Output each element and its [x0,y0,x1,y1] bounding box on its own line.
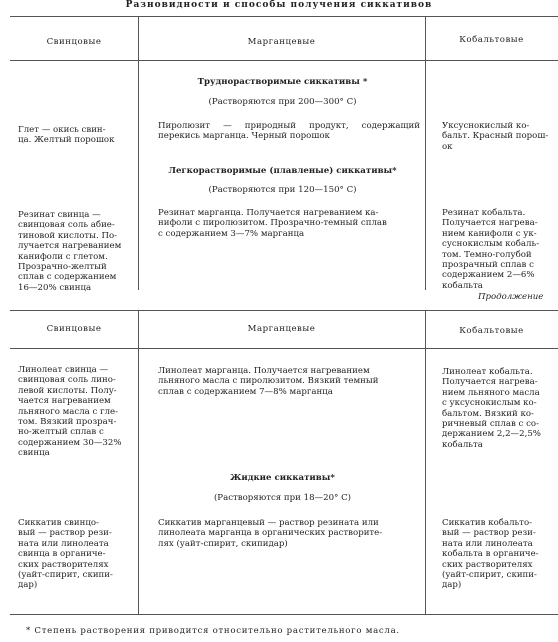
section-note-soluble: (Растворяются при 120—150° С) [208,185,357,195]
cobalt-cell-2: Резинат кобальта. Получается нагрева- нием канифоли с ук- суснокислым кобаль- том. Темно-голубой прозрачный сплав с содержанием 2—6% кобальта [442,208,540,291]
header-manganese: Марганцевые [247,37,316,47]
section-note-insoluble: (Растворяются при 200—300° С) [208,97,357,107]
table2-bottom-rule [10,614,558,615]
section-heading-liquid: Жидкие сиккативы* [230,473,335,483]
manganese-cell-2: Резинат марганца. Получается нагреванием ка- нифоли с пиролюзитом. Прозрачно-темный сплав с содержанием 3—7% марганца [158,208,387,239]
column-divider-1 [138,16,139,290]
section-heading-insoluble: Труднорастворимые сиккативы * [197,77,368,87]
manganese-cell-1: Пиролюзит — природный продукт, содержащий перекись марганца. Черный порошок [158,121,420,142]
table2-header-bottom-rule [10,348,558,349]
continued-label: Продолжение [478,292,544,302]
lead-cell-2: Резинат свинца — свинцовая соль абие- тиновой кислоты. По- лучается нагреванием канифоли с глетом. Прозрачно-желтый сплав с содержанием 16—20% свинца [18,210,122,293]
table2-top-rule [10,310,558,311]
cobalt-cell-3: Линолеат кобальта. Получается нагрева- нием льняного масла с уксуснокислым ко- бальтом. Вязкий ко- ричневый сплав с со- держанием 2,2—2,5% кобальта [442,367,541,450]
header2-manganese: Марганцевые [247,324,316,334]
column-divider-2 [425,16,426,290]
section-note-liquid: (Растворяются при 18—20° С) [213,493,352,503]
table-title: Разновидности и способы получения сиккативов [125,0,433,10]
column-divider-4 [425,310,426,614]
header-bottom-rule [10,60,558,61]
lead-cell-4: Сиккатив свинцо- вый — раствор рези- ната или линолеата свинца в органиче- ских растворителях (уайт-спирит, скипи- дар) [18,518,113,591]
table-top-rule [10,16,558,17]
lead-cell-1: Глет — окись свин- ца. Желтый порошок [18,125,115,146]
manganese-cell-3: Линолеат марганца. Получается нагреванием льняного масла с пиролюзитом. Вязкий темный сплав с содержанием 7—8% марганца [158,366,379,397]
lead-cell-3: Линолеат свинца — свинцовая соль лино- левой кислоты. Полу- чается нагреванием льняного масла с гле- том. Вязкий прозрач- но-желтый сплав с содержанием 30—32% свинца [18,365,122,459]
manganese-cell-4: Сиккатив марганцевый — раствор резината или линолеата марганца в органических растворите- лях (уайт-спирит, скипидар) [158,518,383,549]
cobalt-cell-4: Сиккатив кобальто- вый — раствор рези- ната или линолеата кобальта в органиче- ских растворителях (уайт-спирит, скипи- дар) [442,518,539,591]
cobalt-cell-1: Уксуснокислый ко- бальт. Красный порош- ок [442,121,549,152]
header-lead: Свинцовые [46,37,102,47]
header2-lead: Свинцовые [46,324,102,334]
footnote: * Степень растворения приводится относительно растительного масла. [26,626,400,636]
section-heading-soluble: Легкорастворимые (плавленые) сиккативы* [168,166,397,176]
header-cobalt: Кобальтовые [459,35,524,45]
header2-cobalt: Кобальтовые [459,326,524,336]
column-divider-3 [138,310,139,614]
